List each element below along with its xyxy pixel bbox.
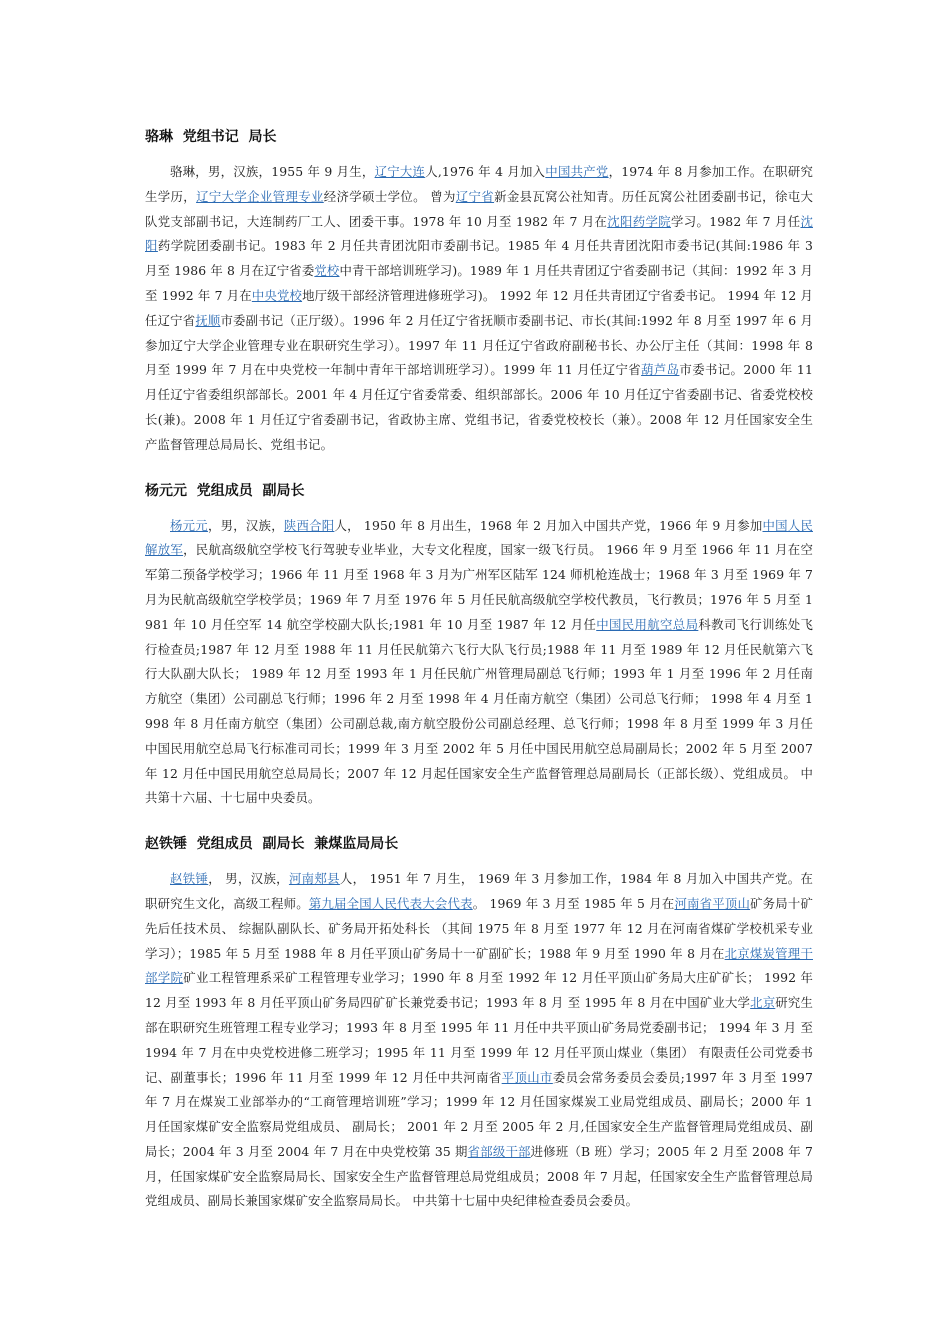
- profile-section-zhao-tiechui: [145, 833, 813, 1214]
- paragraph-text: 中青干部培训班学习)。1989 年 1 月任共青团辽宁省委副书记（其间：1992 年 3 月至 1992 年 7 月在: [145, 263, 814, 303]
- paragraph-text: 药学院团委副书记。1983 年 2 月任共青团沈阳市委副书记。1985 年 4 月任共青团沈阳市委书记(其间:1986 年 3 月至 1986 年 8 月在辽宁省委: [145, 238, 813, 279]
- profile-section-yang-yuanyuan: [145, 480, 813, 812]
- paragraph-text: 。 1969 年 3 月至 1985 年 5 月在: [472, 895, 675, 911]
- paragraph-text: 进修班（B 班）学习；2005 年 2 月至 2008 年 7 月，任国家煤矿安全监察局局长、国家安全生产监督管理总局党组成员；2008 年 7 月起，任国家安全生产监督管理总局党组成员、副局长兼国家煤矿安全监察局局长。 中共第十七届中央纪律检查委员会委员。: [145, 1143, 814, 1209]
- paragraph-text: ，1974 年 8 月参加工作。在职研究生学历，: [145, 164, 814, 204]
- paragraph-text: 市委副书记（正厅级）。1996 年 2 月任辽宁省抚顺市委副书记、市长(其间:1992 年 8 月至 1997 年 6 月参加辽宁大学企业管理专业在职研究生学习）。1997 年 11 月任辽宁省政府副秘书长、办公厅主任（其间：1998 年 8 月至 1999 年 7 月在中央党校一年制中青年干部培训班学习）。1999 年 11 月任辽宁省: [145, 312, 813, 378]
- paragraph-text: 经济学硕士学位。 曾为: [323, 188, 456, 204]
- inline-link[interactable]: 中国人民解放军: [145, 517, 813, 558]
- inline-link[interactable]: 中国共产党: [545, 164, 609, 179]
- profile-paragraph: [145, 514, 813, 812]
- document-page: [145, 118, 813, 1214]
- inline-link[interactable]: 中央党校: [251, 287, 303, 303]
- inline-link[interactable]: 葫芦岛: [641, 362, 680, 378]
- inline-link[interactable]: 沈阳药学院: [607, 213, 671, 229]
- paragraph-text: 人， 1950 年 8 月出生，1968 年 2 月加入中国共产党，1966 年 9 月参加: [334, 517, 763, 533]
- inline-link[interactable]: 陕西合阳: [283, 517, 335, 533]
- paragraph-text: ， 男，汉族，: [208, 871, 289, 887]
- inline-link[interactable]: 中国民用航空总局: [596, 616, 699, 632]
- paragraph-text: 矿业工程管理系采矿工程管理专业学习；1990 年 8 月至 1992 年 12 月任平顶山矿务局大庄矿矿长； 1992 年 12 月至 1993 年 8 月任平顶山矿务局四矿矿长兼党委书记；1993 年 8 月 至 1995 年 8 月在中国矿业大学: [145, 970, 813, 1011]
- inline-link[interactable]: 杨元元: [170, 517, 208, 533]
- inline-link[interactable]: 党校: [314, 263, 340, 279]
- profile-paragraph: [145, 867, 813, 1214]
- paragraph-text: 人,1976 年 4 月加入: [425, 164, 546, 179]
- profile-heading: 赵铁锤 党组成员 副局长 兼煤监局局长: [145, 836, 399, 853]
- inline-link[interactable]: 河南郏县: [288, 871, 340, 887]
- profile-paragraph: [145, 160, 813, 458]
- paragraph-text: 学习。1982 年 7 月任: [671, 213, 801, 229]
- inline-link[interactable]: 辽宁大连: [374, 164, 426, 179]
- inline-link[interactable]: 抚顺: [195, 312, 221, 328]
- profile-heading: 骆琳 党组书记 局长: [145, 129, 277, 145]
- inline-link[interactable]: 省部级干部: [467, 1143, 531, 1159]
- profile-heading: 杨元元 党组成员 副局长: [145, 482, 305, 499]
- paragraph-text: ，民航高级航空学校飞行驾驶专业毕业，大专文化程度，国家一级飞行员。 1966 年 9 月至 1966 年 11 月在空军第二预备学校学习；1966 年 11 月至 1968 年 3 月为广州军区陆军 124 师机枪连战士；1968 年 3 月至 1969 年 7 月为民航高级航空学校学员；1969 年 7 月至 1976 年 5 月任民航高级航空学校代教员，飞行教员；1976 年 5 月至 1981 年 10 月任空军 14 航空学校副大队长;1981 年 10 月至 1987 年 12 月任: [145, 542, 814, 632]
- paragraph-text: 矿务局十矿先后任技术员、 综掘队副队长、矿务局开拓处科长 （其间 1975 年 8 月至 1977 年 12 月在河南省煤矿学校机采专业学习）；1985 年 5 月至 1988 年 8 月任平顶山矿务局十一矿副矿长；1988 年 9 月至 1990 年 8 月在: [145, 895, 814, 961]
- paragraph-text: 委员会常务委员会委员;1997 年 3 月至 1997 年 7 月在煤炭工业部举办的“工商管理培训班”学习；1999 年 12 月任国家煤炭工业局党组成员、副局长；2000 年 1 月任国家煤矿安全监察局党组成员、 副局长； 2001 年 2 月至 2005 年 2 月,任国家安全生产监督管理局党组成员、副局长；2004 年 3 月至 2004 年 7 月在中央党校第 35 期: [145, 1069, 813, 1159]
- inline-link[interactable]: 辽宁大学企业管理专业: [196, 188, 324, 204]
- inline-link[interactable]: 河南省平顶山: [674, 895, 751, 911]
- inline-link[interactable]: 第九届全国人民代表大会代表: [308, 895, 473, 911]
- inline-link[interactable]: 辽宁省: [455, 188, 495, 204]
- paragraph-text: 骆琳，男，汉族，1955 年 9 月生，: [170, 164, 375, 179]
- profile-section-luo-lin: [145, 126, 813, 458]
- paragraph-text: 地厅级干部经济管理进修班学习)。 1992 年 12 月任共青团辽宁省委书记。 1994 年 12 月任辽宁省: [145, 287, 814, 328]
- inline-link[interactable]: 北京煤炭管理干部学院: [145, 945, 813, 986]
- inline-link[interactable]: 北京: [750, 995, 776, 1011]
- paragraph-text: 人， 1951 年 7 月生， 1969 年 3 月参加工作，1984 年 8 月加入中国共产党。在职研究生文化，高级工程师。: [145, 871, 814, 911]
- paragraph-text: 研究生部在职研究生班管理工程专业学习；1993 年 8 月至 1995 年 11 月任中共平顶山矿务局党委副书记； 1994 年 3 月 至 1994 年 7 月在中央党校进修二班学习；1995 年 11 月至 1999 年 12 月任平顶山煤业（集团） 有限责任公司党委书记、副董事长；1996 年 11 月至 1999 年 12 月任中共河南省: [145, 995, 813, 1085]
- inline-link[interactable]: 赵铁锤: [170, 871, 209, 887]
- inline-link[interactable]: 沈阳: [145, 213, 813, 254]
- paragraph-text: 市委书记。2000 年 11 月任辽宁省委组织部部长。2001 年 4 月任辽宁省委常委、组织部部长。2006 年 10 月任辽宁省委副书记、省委党校校长(兼)。2008 年 1 月任辽宁省委副书记，省政协主席、党组书记，省委党校校长（兼）。2008 年 12 月任国家安全生产监督管理总局局长、党组书记。: [145, 362, 813, 452]
- paragraph-text: 科教司飞行训练处飞行检查员;1987 年 12 月至 1988 年 11 月任民航第六飞行大队飞行员;1988 年 11 月至 1989 年 12 月任民航第六飞行大队副大队长； 1989 年 12 月至 1993 年 1 月任民航广州管理局副总飞行师；1993 年 1 月至 1996 年 2 月任南方航空（集团）公司副总飞行师；1996 年 2 月至 1998 年 4 月任南方航空（集团）公司总飞行师； 1998 年 4 月至 1998 年 8 月任南方航空（集团）公司副总裁,南方航空股份公司副总经理、总飞行师；1998 年 8 月至 1999 年 3 月任中国民用航空总局飞行标准司司长；1999 年 3 月至 2002 年 5 月任中国民用航空总局副局长；2002 年 5 月至 2007 年 12 月任中国民用航空总局局长；2007 年 12 月起任国家安全生产监督管理总局副局长（正部长级）、党组成员。 中共第十六届、十七届中央委员。: [145, 616, 813, 806]
- paragraph-text: ，男，汉族，: [207, 517, 284, 533]
- paragraph-text: 新金县瓦窝公社知青。历任瓦窝公社团委副书记，徐屯大队党支部副书记，大连制药厂工人、团委干事。1978 年 10 月至 1982 年 7 月在: [145, 188, 814, 229]
- inline-link[interactable]: 平顶山市: [501, 1069, 553, 1085]
